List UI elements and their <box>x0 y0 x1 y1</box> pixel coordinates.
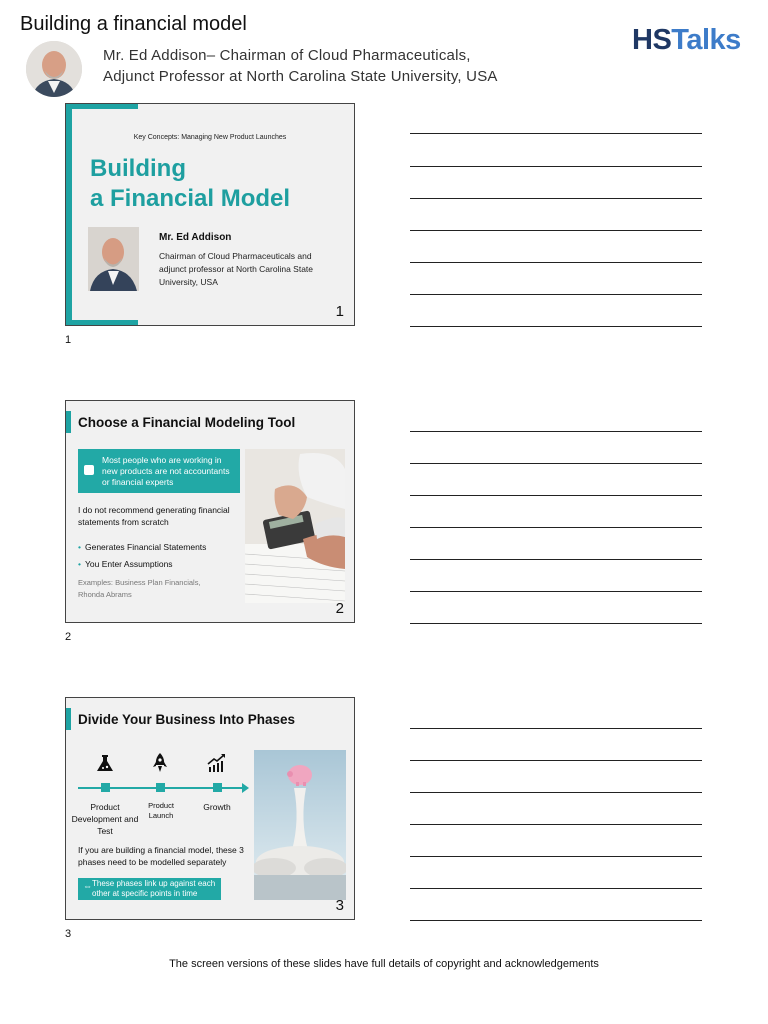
slide-title: Choose a Financial Modeling Tool <box>78 415 296 430</box>
note-line <box>410 792 702 793</box>
timeline-node <box>156 783 165 792</box>
note-line <box>410 728 702 729</box>
note-line <box>410 760 702 761</box>
copyright-footer: The screen versions of these slides have full details of copyright and acknowledgements <box>169 958 599 970</box>
callout-box <box>78 878 221 900</box>
note-line <box>410 133 702 134</box>
slide-title-line-2: a Financial Model <box>90 185 291 212</box>
note-line <box>410 888 702 889</box>
speaker-name-and-role: Mr. Ed Addison– Chairman of Cloud Pharmaceuticals, <box>103 47 471 64</box>
flask-icon <box>94 752 116 774</box>
growth-chart-icon <box>206 752 228 774</box>
phase-label: Product Development and Test <box>71 802 139 836</box>
speaker-affiliation: Adjunct Professor at North Carolina State University, USA <box>103 68 498 85</box>
slide-title: Divide Your Business Into Phases <box>78 712 296 727</box>
link-icon: ⇔ <box>83 881 92 891</box>
slide-caption: 1 <box>65 334 72 346</box>
logo-talks: Talks <box>671 24 741 56</box>
calculator-photo <box>245 449 345 603</box>
callout-text: Most people who are working in new products are not accountants or financial experts <box>102 455 230 487</box>
note-line <box>410 230 702 231</box>
callout-text: These phases link up against each other at specific points in time <box>92 879 216 898</box>
note-line <box>410 623 702 624</box>
slide-body-text: I do not recommend generating financial statements from scratch <box>78 505 230 527</box>
phase-label: Growth <box>203 802 231 812</box>
presenter-role: Chairman of Cloud Pharmaceuticals and adjunct professor at North Carolina State University, USA <box>159 251 314 287</box>
note-line <box>410 166 702 167</box>
timeline-node <box>213 783 222 792</box>
phase-label: Product Launch <box>148 801 174 820</box>
note-line <box>410 527 702 528</box>
bullet-text: Generates Financial Statements <box>84 542 207 552</box>
accent-bar <box>66 411 71 433</box>
note-line <box>410 294 702 295</box>
slide-title <box>90 154 290 214</box>
note-line <box>410 559 702 560</box>
callout-box <box>78 449 240 493</box>
note-line <box>410 920 702 921</box>
accent-bar <box>66 320 138 325</box>
note-line <box>410 262 702 263</box>
examples-text: Examples: Business Plan Financials, Rhonda Abrams <box>78 578 201 599</box>
slide-number: 1 <box>335 303 344 320</box>
slide-number: 2 <box>335 600 344 617</box>
hstalks-logo <box>632 24 741 57</box>
note-line <box>410 198 702 199</box>
note-line <box>410 856 702 857</box>
bullet-text: You Enter Assumptions <box>84 559 173 569</box>
slide-1-thumbnail <box>65 103 355 326</box>
note-line <box>410 463 702 464</box>
slide-kicker: Key Concepts: Managing New Product Launches <box>133 134 287 141</box>
calculator-icon <box>84 465 94 475</box>
slide-body-text: If you are building a financial model, these 3 phases need to be modelled separately <box>78 845 244 867</box>
presenter-photo <box>88 227 139 291</box>
bullet-item: • Generates Financial Statements <box>78 542 207 552</box>
note-line <box>410 431 702 432</box>
piggy-bank-rocket-photo <box>254 750 346 900</box>
rocket-icon <box>149 752 171 774</box>
accent-bar <box>66 708 71 730</box>
slide-caption: 2 <box>65 631 72 643</box>
slide-number: 3 <box>335 897 344 914</box>
slide-3-thumbnail <box>65 697 355 920</box>
speaker-avatar <box>26 41 82 97</box>
note-line <box>410 824 702 825</box>
note-line <box>410 495 702 496</box>
slide-caption: 3 <box>65 928 72 940</box>
bullet-item: • You Enter Assumptions <box>78 559 173 569</box>
logo-hs: HS <box>632 24 672 56</box>
timeline-arrowhead <box>242 783 249 793</box>
note-line <box>410 326 702 327</box>
timeline-node <box>101 783 110 792</box>
document-title: Building a financial model <box>20 13 247 35</box>
slide-title-line-1: Building <box>90 155 186 182</box>
note-line <box>410 591 702 592</box>
presenter-name: Mr. Ed Addison <box>159 232 232 243</box>
slide-2-thumbnail <box>65 400 355 623</box>
accent-bar <box>66 104 138 109</box>
